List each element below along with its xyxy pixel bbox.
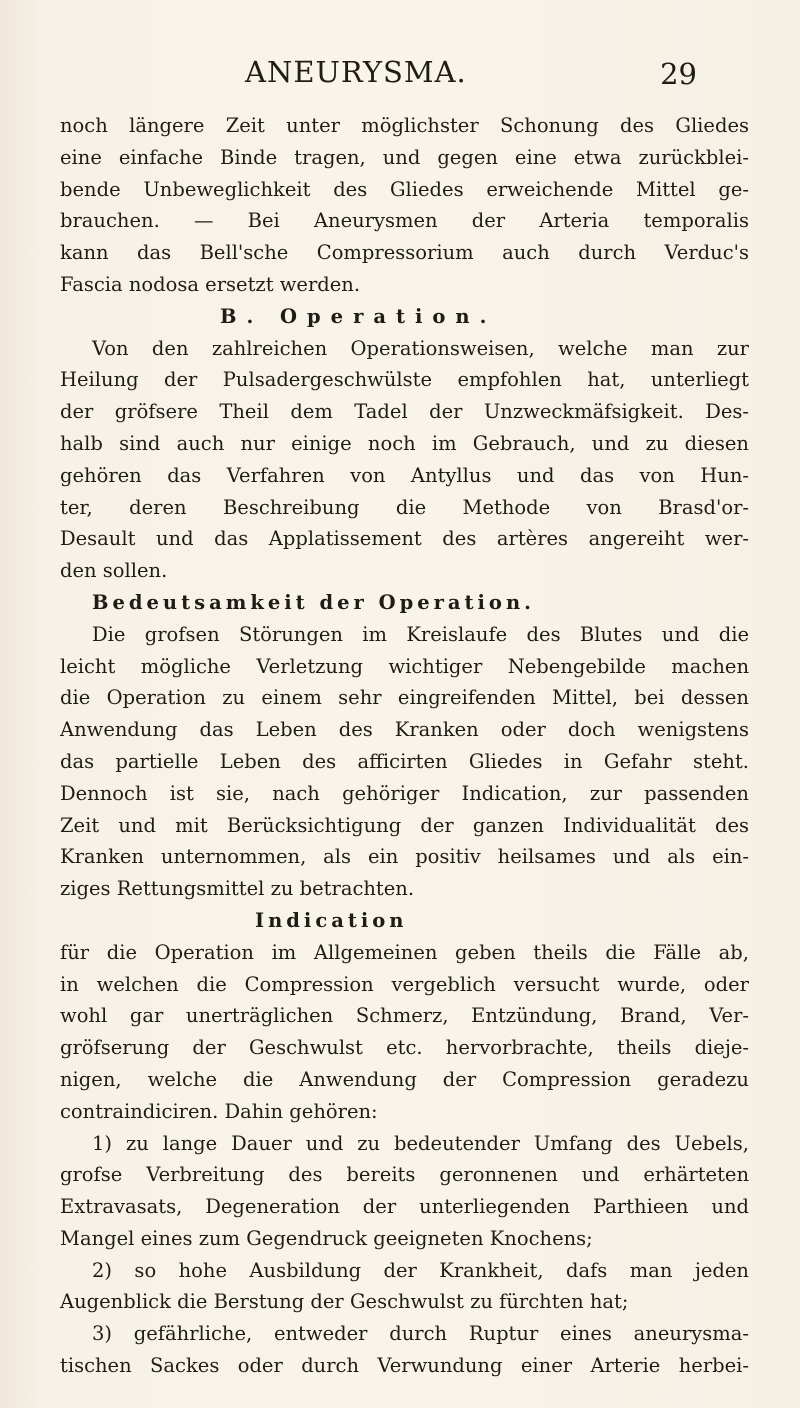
text-line: den sollen. <box>60 559 168 583</box>
text-line: halb sind auch nur einige noch im Gebrauch, und zu diesen <box>60 431 749 455</box>
text-line: ter, deren Beschreibung die Methode von Brasd'or- <box>60 495 749 519</box>
body-text <box>60 110 749 1382</box>
text-line: Die grofsen Störungen im Kreislaufe des Blutes und die <box>92 622 749 646</box>
list-item: 3) gefährliche, entweder durch Ruptur eines aneurysma- <box>92 1322 749 1346</box>
list-item: 2) so hohe Ausbildung der Krankheit, dafs man jeden <box>92 1258 749 1282</box>
text-line: gröfserung der Geschwulst etc. hervorbrachte, theils dieje- <box>60 1036 749 1060</box>
text-line: nigen, welche die Anwendung der Compression geradezu <box>60 1067 749 1091</box>
text-line: contraindiciren. Dahin gehören: <box>60 1099 378 1123</box>
text-line: noch längere Zeit unter möglichster Schonung des Gliedes <box>60 114 749 137</box>
text-line: Zeit und mit Berücksichtigung der ganzen Individualität des <box>60 813 749 837</box>
text-line: in welchen die Compression vergeblich versucht wurde, oder <box>60 972 749 996</box>
running-title: ANEURYSMA. <box>245 55 467 89</box>
text-line: Mangel eines zum Gegendruck geeigneten Knochens; <box>60 1226 593 1250</box>
text-line: grofse Verbreitung des bereits geronnenen und erhärteten <box>60 1163 749 1187</box>
text-line: die Operation zu einem sehr eingreifenden Mittel, bei dessen <box>60 686 749 710</box>
text-line: kann das Bell'sche Compressorium auch durch Verduc's <box>60 241 749 265</box>
text-line: Dennoch ist sie, nach gehöriger Indication, zur passenden <box>60 781 749 805</box>
text-line: wohl gar unerträglichen Schmerz, Entzündung, Brand, Ver- <box>60 1004 749 1028</box>
text-line: Augenblick die Berstung der Geschwulst zu fürchten hat; <box>60 1290 629 1314</box>
text-line: Von den zahlreichen Operationsweisen, welche man zur <box>92 336 749 360</box>
text-line: Extravasats, Degeneration der unterliegenden Parthieen und <box>60 1195 749 1219</box>
text-line: Anwendung das Leben des Kranken oder doch wenigstens <box>60 718 749 742</box>
page-number: 29 <box>660 57 697 91</box>
text-line: der gröfsere Theil dem Tadel der Unzweckmäfsigkeit. Des- <box>60 400 749 424</box>
subheading-bedeutsamkeit: Bedeutsamkeit der Operation. <box>92 590 535 614</box>
text-line: Kranken unternommen, als ein positiv heilsames und als ein- <box>60 845 749 869</box>
section-heading-operation: B. Operation. <box>220 304 497 328</box>
text-line: Desault und das Applatissement des artères angereiht wer- <box>60 527 749 551</box>
text-line: für die Operation im Allgemeinen geben theils die Fälle ab, <box>60 940 749 964</box>
text-line: eine einfache Binde tragen, und gegen eine etwa zurückblei- <box>60 145 749 169</box>
text-line: gehören das Verfahren von Antyllus und das von Hun- <box>60 463 749 487</box>
text-line: Heilung der Pulsadergeschwülste empfohlen hat, unterliegt <box>60 368 749 392</box>
text-line: leicht mögliche Verletzung wichtiger Nebengebilde machen <box>60 654 749 678</box>
text-line: Fascia nodosa ersetzt werden. <box>60 272 361 296</box>
page-header <box>0 55 800 95</box>
text-line: tischen Sackes oder durch Verwundung einer Arterie herbei- <box>60 1354 749 1378</box>
subheading-indication: Indication <box>255 908 408 932</box>
text-line: bende Unbeweglichkeit des Gliedes erweichende Mittel ge- <box>60 177 749 201</box>
text-line: ziges Rettungsmittel zu betrachten. <box>60 877 415 901</box>
text-line: das partielle Leben des afficirten Gliedes in Gefahr steht. <box>60 749 749 773</box>
list-item: 1) zu lange Dauer und zu bedeutender Umfang des Uebels, <box>92 1131 749 1155</box>
text-line: brauchen. — Bei Aneurysmen der Arteria temporalis <box>60 209 749 233</box>
